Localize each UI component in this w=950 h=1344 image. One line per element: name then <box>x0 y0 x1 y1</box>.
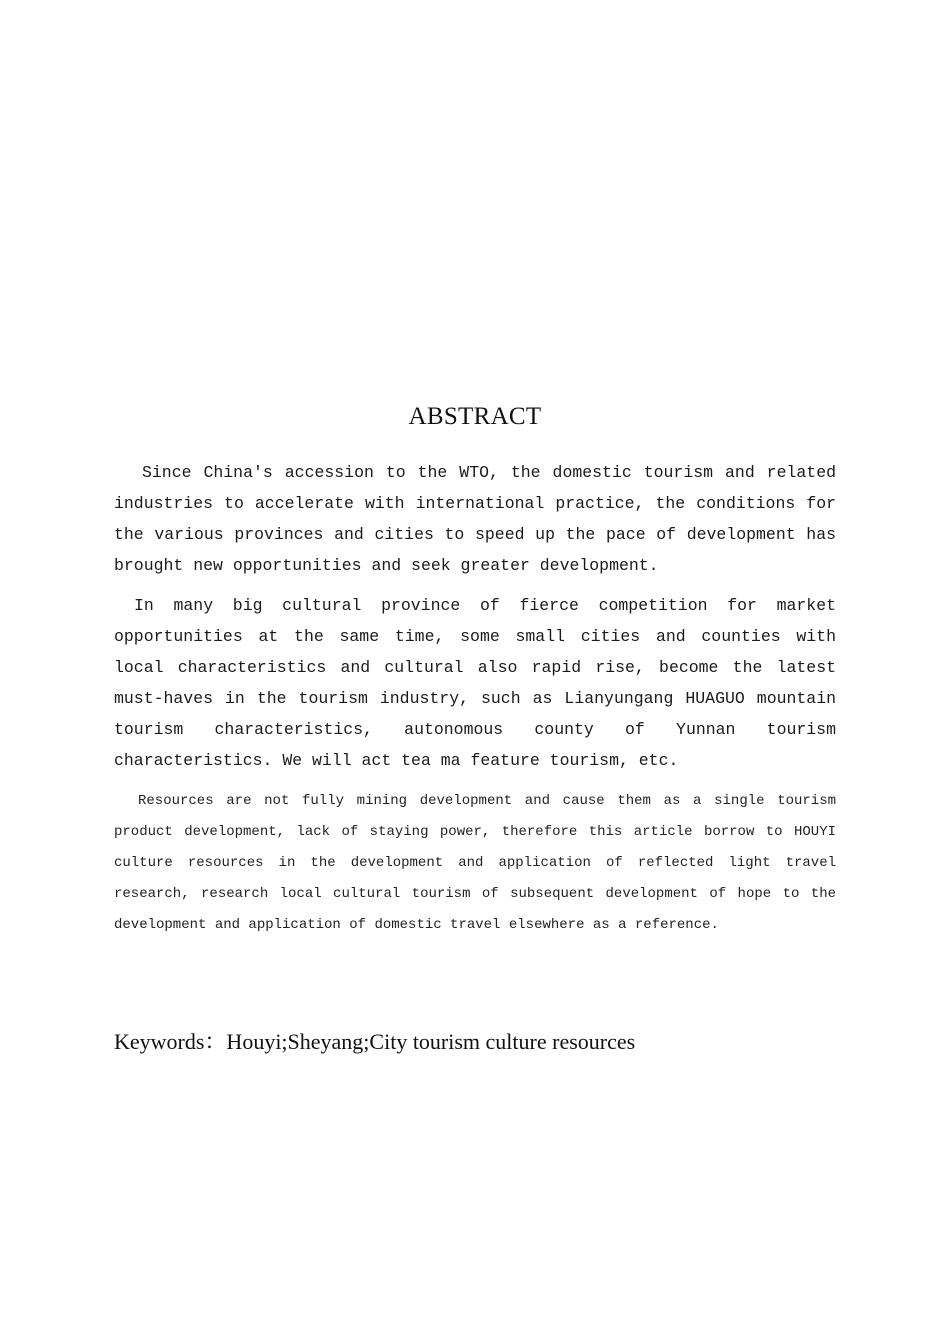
abstract-paragraph-2: In many big cultural province of fierce competition for market opportunities at the same time, some small cities and counties with local characteristics and cultural also rapid rise, become the latest must-haves in the tourism industry, such as Lianyungang HUAGUO mountain tourism characteristics, autonomous county of Yunnan tourism characteristics. We will act tea ma feature tourism, etc. <box>114 596 836 770</box>
abstract-paragraph-3: Resources are not fully mining development and cause them as a single tourism product development, lack of staying power, therefore this article borrow to HOUYI culture resources in the development and application of reflected light travel research, research local cultural tourism of subsequent development of hope to the development and application of domestic travel elsewhere as a reference. <box>114 793 836 933</box>
abstract-title: ABSTRACT <box>408 403 542 430</box>
abstract-paragraph-1: Since China's accession to the WTO, the domestic tourism and related industries to accelerate with international practice, the conditions for the various provinces and cities to speed up the pace of development has brought new opportunities and seek greater development. <box>114 463 836 575</box>
keywords-line: Keywords：Houyi;Sheyang;City tourism culture resources <box>114 1029 636 1054</box>
